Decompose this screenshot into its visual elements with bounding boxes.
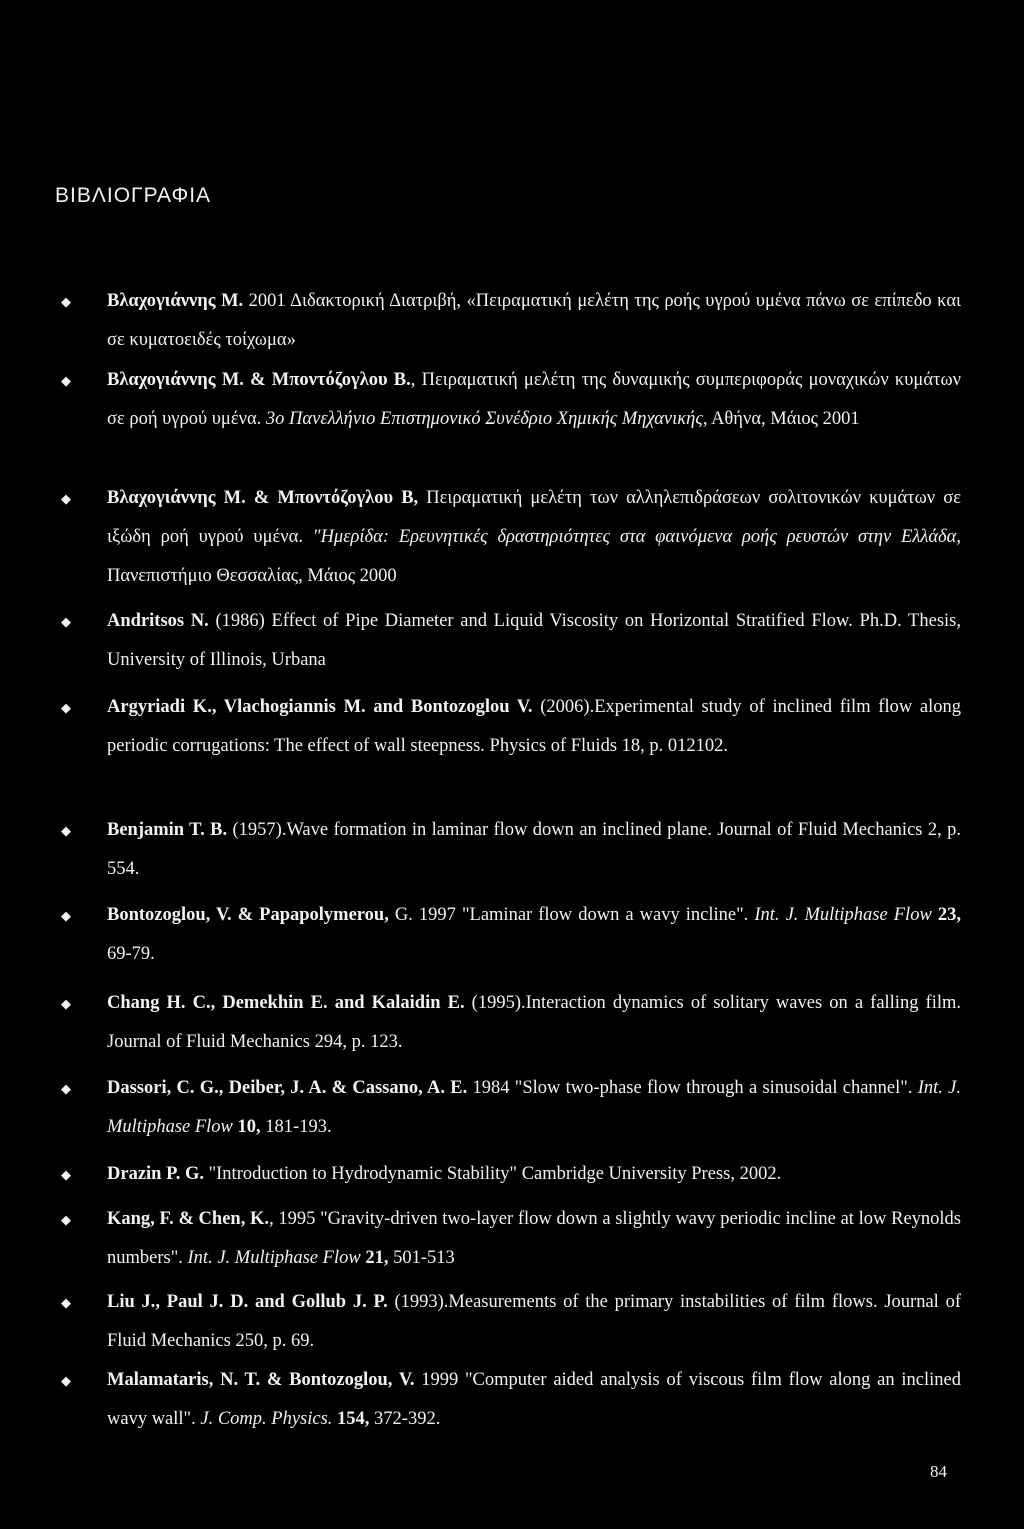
bullet-icon: ◆ [61, 1373, 71, 1388]
reference-text: 1984 "Slow two-phase flow through a sinusoidal channel". [467, 1078, 918, 1098]
reference-text-tail: 501-513 [388, 1248, 455, 1268]
reference-venue: Int. J. Multiphase Flow [187, 1248, 361, 1268]
bullet-icon: ◆ [61, 373, 71, 388]
reference-text: G. 1997 "Laminar flow down a wavy incline". [388, 905, 755, 925]
reference-authors: Malamataris, N. T. & Bontozoglou, V. [107, 1370, 415, 1390]
reference-text: Πειραματική μελέτη των αλληλεπιδράσεων σολιτονικών κυμάτων σε ιξώδη ροή υγρού υμένα. [107, 488, 961, 547]
reference-text: 1999 "Computer aided analysis of viscous film flow along an inclined wavy wall". [107, 1370, 961, 1429]
reference-venue: "Ημερίδα: Ερευνητικές δραστηριότητες στα φαινόμενα ροής ρευστών στην Ελλάδα, [312, 527, 961, 547]
bullet-icon: ◆ [61, 1081, 71, 1096]
reference-item [61, 1283, 961, 1361]
bullet-icon: ◆ [61, 294, 71, 309]
reference-volume: 23, [931, 905, 961, 925]
bullet-icon: ◆ [61, 1167, 71, 1182]
reference-item [61, 1069, 961, 1147]
reference-authors: Βλαχογιάννης Μ. & Μποντόζογλου Β. [107, 370, 411, 390]
reference-item [61, 282, 961, 360]
reference-item [61, 479, 961, 596]
reference-authors: Βλαχογιάννης Μ. & Μποντόζογλου Β, [107, 488, 419, 508]
reference-item [61, 811, 961, 889]
bullet-icon: ◆ [61, 491, 71, 506]
reference-item [61, 361, 961, 439]
reference-volume: 10, [232, 1117, 261, 1137]
reference-text: (1957).Wave formation in laminar flow down an inclined plane. Journal of Fluid Mechanics 2, p. 554. [107, 820, 962, 879]
reference-text-tail: Αθήνα, Μάιος 2001 [707, 409, 860, 429]
reference-venue: 3ο Πανελλήνιο Επιστημονικό Συνέδριο Χημικής Μηχανικής, [265, 409, 708, 429]
reference-item [61, 1155, 961, 1194]
reference-item [61, 1361, 961, 1439]
reference-item [61, 896, 961, 974]
reference-volume: 154, [332, 1409, 370, 1429]
bullet-icon: ◆ [61, 908, 71, 923]
reference-text: (1986) Effect of Pipe Diameter and Liquid Viscosity on Horizontal Stratified Flow. Ph.D. Thesis, University of Illinois, Urbana [107, 611, 961, 670]
reference-authors: Argyriadi K., Vlachogiannis M. and Bontozoglou V. [107, 697, 533, 717]
reference-venue: Int. J. Multiphase Flow [107, 1078, 962, 1137]
reference-item [61, 688, 961, 766]
reference-item [61, 602, 961, 680]
reference-authors: Kang, F. & Chen, K. [107, 1209, 270, 1229]
reference-venue: Int. J. Multiphase Flow [754, 905, 932, 925]
bullet-icon: ◆ [61, 1212, 71, 1227]
page-title: ΒΙΒΛΙΟΓΡΑΦΙΑ [55, 184, 212, 207]
reference-text: "Introduction to Hydrodynamic Stability" Cambridge University Press, 2002. [203, 1164, 782, 1184]
reference-text: (2006).Experimental study of inclined film flow along periodic corrugations: The effect of wall steepness. Physics of Fluids 18, p. 012102. [107, 697, 961, 756]
reference-text-tail: 372-392. [369, 1409, 441, 1429]
reference-authors: Benjamin T. B. [107, 820, 228, 840]
reference-text: 2001 Διδακτορική Διατριβή, «Πειραματική μελέτη της ροής υγρού υμένα πάνω σε επίπεδο και σε κυματοειδές τοίχωμα» [107, 291, 962, 350]
reference-text: , Πειραματική μελέτη της δυναμικής συμπεριφοράς μοναχικών κυμάτων σε ροή υγρού υμένα. [107, 370, 962, 429]
reference-authors: Drazin P. G. [107, 1164, 204, 1184]
reference-text-tail: 69-79. [107, 944, 155, 964]
reference-authors: Βλαχογιάννης Μ. [107, 291, 244, 311]
reference-volume: 21, [360, 1248, 389, 1268]
reference-text-tail: Πανεπιστήμιο Θεσσαλίας, Μάιος 2000 [107, 566, 397, 586]
reference-authors: Liu J., Paul J. D. and Gollub J. P. [107, 1292, 388, 1312]
reference-text-tail: 181-193. [260, 1117, 332, 1137]
reference-text: , 1995 "Gravity-driven two-layer flow down a slightly wavy periodic incline at low Reynolds numbers". [107, 1209, 961, 1268]
bullet-icon: ◆ [61, 700, 71, 715]
reference-authors: Dassori, C. G., Deiber, J. A. & Cassano, A. E. [107, 1078, 468, 1098]
reference-authors: Chang H. C., Demekhin E. and Kalaidin E. [107, 993, 465, 1013]
reference-text: (1993).Measurements of the primary instabilities of film flows. Journal of Fluid Mechanics 250, p. 69. [107, 1292, 961, 1351]
reference-item [61, 984, 961, 1062]
reference-item [61, 1200, 961, 1278]
bullet-icon: ◆ [61, 823, 71, 838]
bullet-icon: ◆ [61, 1295, 71, 1310]
reference-venue: J. Comp. Physics. [200, 1409, 333, 1429]
reference-text: (1995).Interaction dynamics of solitary waves on a falling film. Journal of Fluid Mechanics 294, p. 123. [107, 993, 961, 1052]
bullet-icon: ◆ [61, 996, 71, 1011]
page-number: 84 [930, 1462, 947, 1481]
reference-authors: Bontozoglou, V. & Papapolymerou, [107, 905, 389, 925]
reference-authors: Andritsos N. [107, 611, 209, 631]
bullet-icon: ◆ [61, 614, 71, 629]
